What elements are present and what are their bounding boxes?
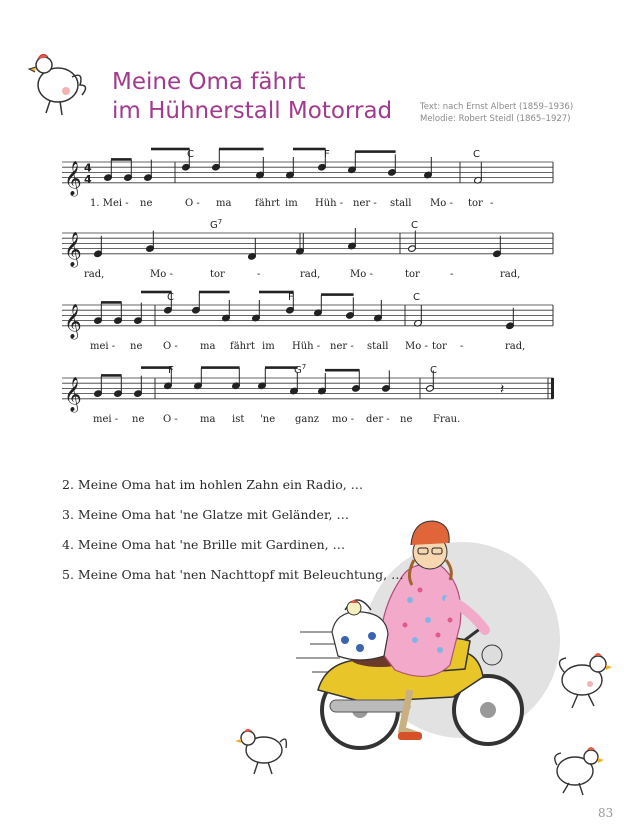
note-beam [355,150,396,153]
chord-symbol: $G^7$ [210,218,223,231]
lyric-syllable: ma [216,198,232,209]
lyric-syllable: ner - [353,198,377,209]
lyric-syllable: Mo - [350,269,373,280]
lyric-syllable: - [460,341,464,352]
note-beam [201,366,240,369]
lyric-syllable: tor [405,269,420,280]
lyrics-credit: Text: nach Ernst Albert (1859–1936) [420,102,574,112]
lyric-syllable: Hüh - [292,341,321,352]
lyric-syllable: Hüh - [315,198,344,209]
lyric-syllable: tor [432,341,447,352]
lyric-syllable: ne [400,414,413,425]
lyric-syllable: O - [185,198,200,209]
song-title-line-2: im Hühnerstall Motorrad [112,98,393,124]
lyric-syllable: ganz [295,414,320,425]
verse-4: 4. Meine Oma hat 'ne Brille mit Gardinen, … [62,537,346,552]
lyric-syllable: Mo - [150,269,173,280]
chord-symbol: C [187,149,194,160]
lyric-syllable: fährt [230,341,255,352]
chord-symbol: C [473,149,480,160]
chord-symbol: F [324,149,330,160]
note-beam [321,293,354,296]
lyric-syllable: Frau. [433,414,461,425]
lyric-syllable: rad, [505,341,526,352]
note-beam [199,291,230,294]
lyric-syllable: rad, [300,269,321,280]
verse-3: 3. Meine Oma hat 'ne Glatze mit Geländer, … [62,507,349,522]
chicken-icon [235,729,286,774]
lyric-syllable: - [450,269,454,280]
lyric-syllable: im [262,341,275,352]
note-beam [111,158,132,161]
page-number: 83 [598,806,614,820]
lyric-syllable: 'ne [260,414,276,425]
lyric-syllable: - [490,198,494,209]
lyric-syllable: ne [140,198,153,209]
chicken-icon [555,747,604,795]
note-beam [265,366,298,369]
lyric-syllable: fährt [255,198,280,209]
lyric-syllable: rad, [500,269,521,280]
time-signature-top: 4 [84,161,92,175]
note-beam [219,148,264,151]
chord-symbol: $G^7$ [294,363,307,376]
treble-clef-icon: 𝄞 [64,303,82,339]
treble-clef-icon: 𝄞 [64,160,82,196]
chord-symbol: F [168,365,174,376]
final-bar-thick [551,378,554,399]
lyric-syllable: ner - [330,341,354,352]
chord-symbol: C [430,365,437,376]
treble-clef-icon: 𝄞 [64,376,82,412]
lyric-syllable: Mo - [405,341,428,352]
lyric-syllable: O - [163,414,178,425]
time-signature-bottom: 4 [84,172,92,186]
lyric-syllable: mei - [90,341,116,352]
verse-5: 5. Meine Oma hat 'nen Nachttopf mit Beleuchtung, … [62,567,404,582]
lyric-syllable: mo - [332,414,355,425]
note-beam [293,148,326,151]
chord-symbol: C [413,292,420,303]
lyric-syllable: ist [232,414,245,425]
song-title-line-1: Meine Oma fährt [112,69,306,95]
lyric-syllable: O - [163,341,178,352]
lyric-syllable: rad, [84,269,105,280]
note-beam [101,374,122,377]
lyric-syllable: - [257,269,261,280]
chord-symbol: C [411,220,418,231]
lyric-syllable: stall [367,341,389,352]
chord-symbol: F [288,292,294,303]
chord-symbol: C [167,292,174,303]
lyric-syllable: ma [200,341,216,352]
lyric-syllable: stall [390,198,412,209]
lyric-syllable: tor [468,198,483,209]
lyric-syllable: der - [366,414,390,425]
lyric-syllable: 1. Mei - [90,198,129,209]
lyric-syllable: ma [200,414,216,425]
lyric-syllable: mei - [93,414,119,425]
note-beam [101,301,122,304]
lyric-syllable: im [285,198,298,209]
note-beam [151,148,190,151]
lyric-syllable: ne [130,341,143,352]
verse-2: 2. Meine Oma hat im hohlen Zahn ein Radio, … [62,477,364,492]
note-beam [141,366,172,369]
lyric-syllable: Mo - [430,198,453,209]
treble-clef-icon: 𝄞 [64,231,82,267]
verse-list [62,477,404,597]
chicken-icon [559,653,612,708]
lyric-syllable: tor [210,269,225,280]
quarter-rest-icon: 𝄽 [500,381,505,398]
lyric-syllable: ne [132,414,145,425]
melody-credit: Melodie: Robert Steidl (1865–1927) [420,114,571,124]
note-beam [325,369,360,372]
